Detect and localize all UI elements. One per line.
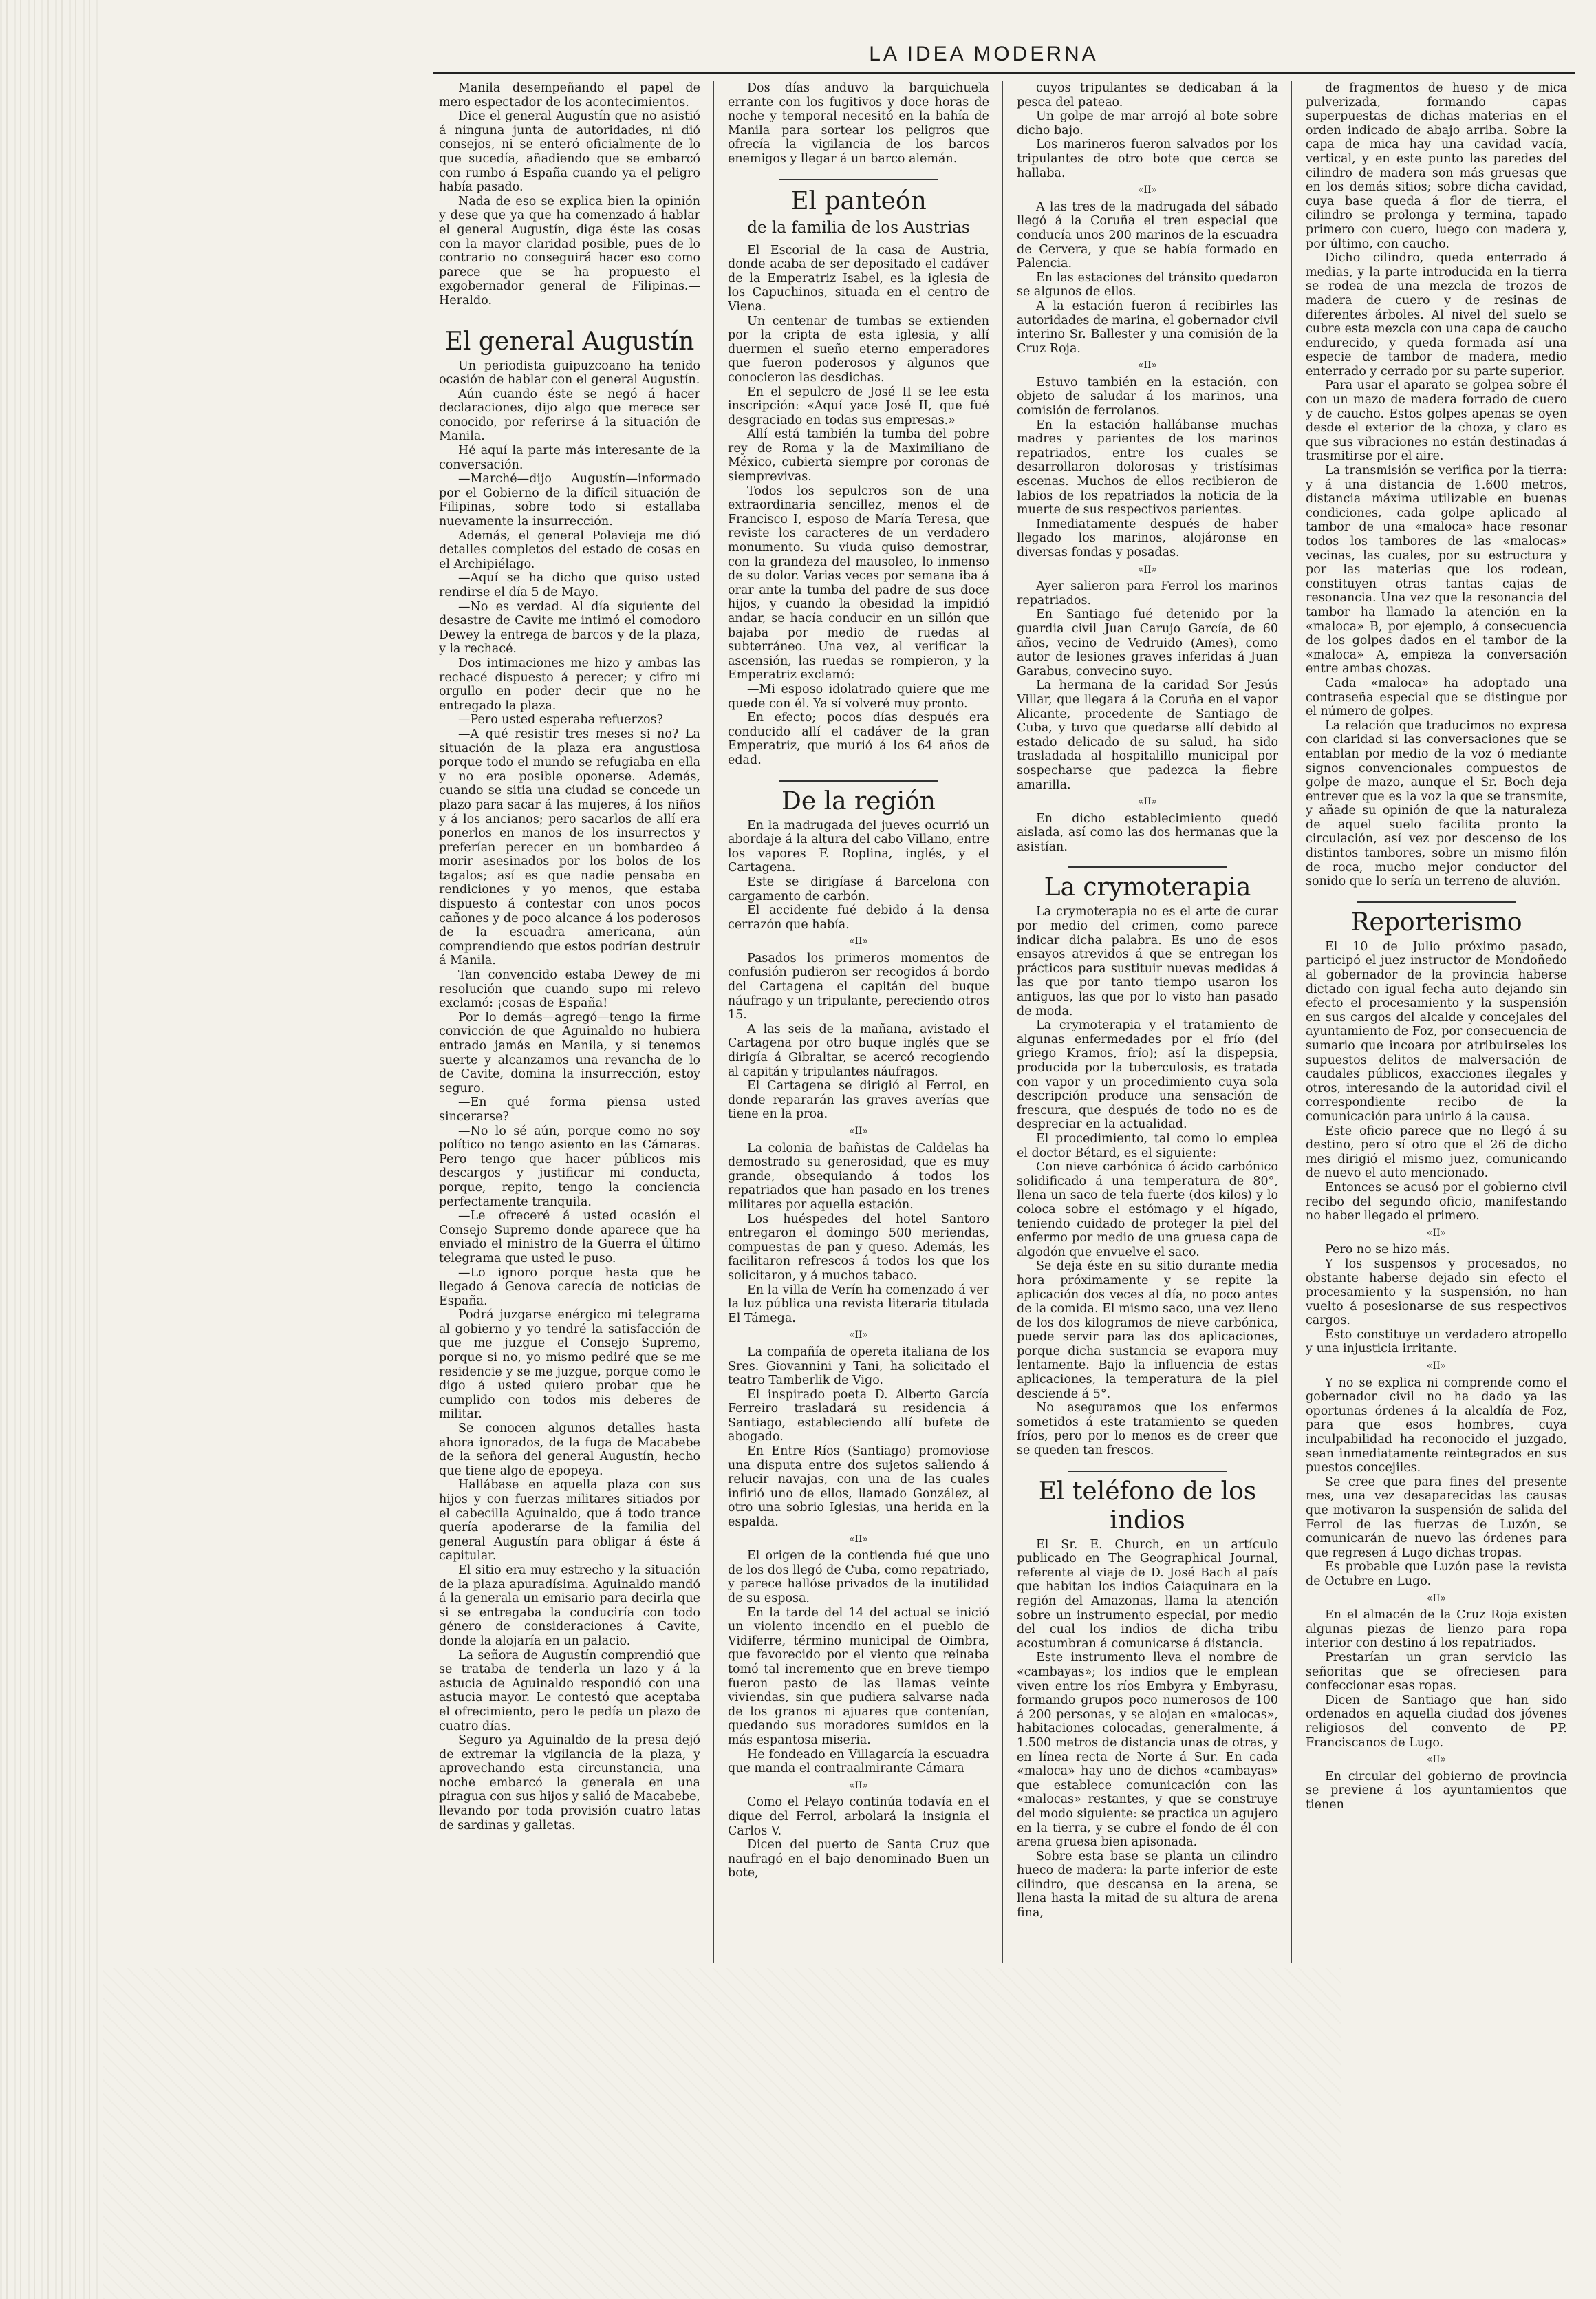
section-rule [1068, 866, 1227, 868]
article-subheading-panteon: de la familia de los Austrias [747, 218, 970, 237]
paragraph: —Pero usted esperaba refuerzos? [458, 713, 663, 727]
paragraph: de fragmentos de hueso y de mica pulverizada, formando capas superpuestas de dichas materias en el orden indicado de abajo arriba. Sobre la capa de mica hay una cavidad vacía, vertical, y en este punto las paredes del cilindro de madera son más gruesas que en los demás sitios; sobre dicha cavidad, cuya base queda á flor de tierra, el cilindro se prolonga y termina, tapado primero con cuero, luego con madera y, por último, con caucho. [1306, 81, 1567, 251]
paragraph: Nada de eso se explica bien la opinión y dese que ya que ha comenzado á hablar el general Augustín, diga éste las cosas con la mayor claridad posible, pues de lo contrario no conseguirá hacer eso como parece que se ha propuesto el exgobernador general de Filipinas.—Heraldo. [439, 194, 700, 308]
article-heading-telefono: El teléfono de los indios [1038, 1477, 1257, 1535]
left-margin-scan-noise [0, 0, 103, 2299]
paragraph: Todos los sepulcros son de una extraordinaria sencillez, menos el de Francisco I, esposo de María Teresa, que reviste los caracteres de un verdadero monumento. Su viuda quiso demostrar, con la grandeza del mausoleo, lo inmenso de su dolor. Varias veces por semana iba á orar ante la tumba del padre de sus doce hijos, y cuando la obesidad la impidió andar, se hacía conducir en un sillón que bajaba por medio de ruedas al subterráneo. Una vez, al verificar la ascensión, las ruedas se rompieron, y la Emperatriz exclamó: [728, 484, 989, 683]
section-rule [779, 780, 938, 782]
article-heading-augustin: El general Augustín [444, 327, 695, 356]
paragraph: cuyos tripulantes se dedicaban á la pesca del pateao. [1017, 81, 1278, 109]
paragraph: No aseguramos que los enfermos sometidos á este tratamiento se queden fríos, pero por lo menos es de creer que se queden tan frescos. [1017, 1401, 1278, 1458]
paragraph: En la villa de Verín ha comenzado á ver la luz pública una revista literaria titulada El Támega. [728, 1283, 989, 1325]
paragraph: Estuvo también en la estación, con objeto de saludar á los marinos, una comisión de ferrolanos. [1017, 375, 1278, 418]
paragraph: Sobre esta base se planta un cilindro hueco de madera: la parte inferior de este cilindro, que descansa en la arena, se llena hasta la mitad de su altura de arena fina, [1017, 1849, 1278, 1921]
paragraph: En Santiago fué detenido por la guardia civil Juan Carujo García, de 60 años, vecino de Vedruido (Ames), como autor de lesiones graves inferidas á Juan Garabus, convecino suyo. [1017, 608, 1278, 678]
paragraph: —Mi esposo idolatrado quiere que me quede con él. Ya sí volveré muy pronto. [728, 682, 989, 711]
paragraph: Como el Pelayo continúa todavía en el dique del Ferrol, arbolará la insignia el Carlos V. [728, 1795, 989, 1838]
paragraph: —No es verdad. Al día siguiente del desastre de Cavite me intimó el comodoro Dewey la entrega de barcos y de la plaza, y la rechacé. [439, 599, 700, 656]
paragraph: —Marché—dijo Augustín—informado por el Gobierno de la difícil situación de Filipinas, sobre todo si estallaba nuevamente la insurrección. [439, 472, 700, 529]
paragraph: Se cree que para fines del presente mes, una vez desaparecidas las causas que motivaron la suspensión de salida del Ferrol de las fuerzas de Luzón, se comunicarán de nuevo las órdenes para que regresen á Lugo dichas tropas. [1306, 1475, 1567, 1560]
paragraph: La crymoterapia y el tratamiento de algunas enfermedades por el frío (del griego Kramos, frío); así la dispepsia, producida por la tuberculosis, es tratada con vapor y un procedimiento cuya sola descripción produce una sensación de frescura, que después de todo no es de despreciar en la actualidad. [1017, 1018, 1278, 1132]
paragraph: El Sr. E. Church, en un artículo publicado en The Geographical Journal, referente al viaje de D. José Bach al país que habitan los indios Caiaquinara en la región del Amazonas, llama la atención sobre un instrumento especial, por medio del cual los indios de dicha tribu acostumbran á comunicarse á distancia. [1017, 1537, 1278, 1651]
paragraph: En la tarde del 14 del actual se inició un violento incendio en el pueblo de Vidiferre, término municipal de Oimbra, que favorecido por el viento que reinaba tomó tal incremento que en breve tiempo fueron pasto de las llamas veinte viviendas, sin que pudiera salvarse nada de los granos ni ajuares que contenían, quedando sus moradores sumidos en la más espantosa miseria. [728, 1605, 989, 1747]
paragraph: Un periodista guipuzcoano ha tenido ocasión de hablar con el general Augustín. [439, 359, 700, 387]
paragraph: La crymoterapia no es el arte de curar por medio del crimen, como parece indicar dicha palabra. Es uno de esos ensayos atrevidos á que se entregan los prácticos para sustituir nuevas medidas á las que por tanto tiempo usaron los antiguos, las que por lo visto han pasado de moda. [1017, 905, 1278, 1018]
paragraph: Para usar el aparato se golpea sobre él con un mazo de madera forrado de cuero y de caucho. Estos golpes apenas se oyen desde el exterior de la choza, y claro es que sus vibraciones no están destinadas á trasmitirse por el aire. [1306, 378, 1567, 464]
paragraph: —No lo sé aún, porque como no soy político no tengo asiento en las Cámaras. Pero tengo que hacer públicos mis descargos y justificar mi conducta, porque, repito, tengo la conciencia perfectamente tranquila. [439, 1124, 700, 1209]
section-ornament: «II» [1137, 184, 1158, 196]
section-ornament: «II» [1426, 1360, 1447, 1372]
paragraph: Seguro ya Aguinaldo de la presa dejó de extremar la vigilancia de la plaza, y aprovechando esta circunstancia, una noche embarcó la generala en una piragua con sus hijos y salió de Macabebe, llevando por toda provisión cuatro latas de sardinas y galletas. [439, 1733, 700, 1832]
paragraph: —Aquí se ha dicho que quiso usted rendirse el día 5 de Mayo. [439, 571, 700, 599]
paragraph: Pero no se hizo más. [1325, 1243, 1450, 1257]
paragraph: Inmediatamente después de haber llegado los marinos, alojáronse en diversas fondas y posadas. [1017, 517, 1278, 559]
paragraph: El Cartagena se dirigió al Ferrol, en donde repararán las graves averías que tiene en la proa. [728, 1079, 989, 1122]
paragraph: La transmisión se verifica por la tierra: y á una distancia de 1.600 metros, distancia máxima utilizable en buenas condiciones, cada golpe aplicado al tambor de una «maloca» hace resonar todos los tambores de las «malocas» vecinas, las cuales, por su estructura y por las materias que los rodean, constituyen otras tantas cajas de resonancia. Una vez que la resonancia del tambor ha llamado la atención en la «maloca» B, por ejemplo, á consecuencia de los golpes dados en el tambor de la «maloca» A, empieza la conversación entre ambas chozas. [1306, 464, 1567, 676]
paragraph: En las estaciones del tránsito quedaron se algunos de ellos. [1017, 270, 1278, 299]
article-region-body [728, 819, 989, 1881]
column-3 [1017, 81, 1278, 1963]
paragraph: La compañía de opereta italiana de los Sres. Giovannini y Tani, ha solicitado el teatro Tamberlik de Vigo. [728, 1345, 989, 1388]
paragraph: Y no se explica ni comprende como el gobernador civil no ha dado ya las oportunas órdenes á la alcaldía de Foz, para que esos hombres, cuya inculpabilidad ha reconocido el juzgado, sean inmediatamente reintegrados en sus puestos concejiles. [1306, 1376, 1567, 1475]
article-heading-panteon: El panteón [790, 186, 927, 215]
paragraph: Además, el general Polavieja me dió detalles completos del estado de cosas en el Archipiélago. [439, 528, 700, 571]
paragraph: Dos días anduvo la barquichuela errante con los fugitivos y doce horas de noche y temporal necesitó en la bahía de Manila para sortear los peligros que ofrecía la vigilancia de los barcos enemigos y llegar á un barco alemán. [728, 81, 989, 166]
article-crymoterapia-body [1017, 905, 1278, 1457]
paragraph: A las tres de la madrugada del sábado llegó á la Coruña el tren especial que conducía unos 200 marinos de la escuadra de Cervera, y que se había formado en Palencia. [1017, 200, 1278, 271]
column-divider [1002, 81, 1003, 1963]
section-ornament: «II» [848, 1126, 869, 1137]
paragraph: —A qué resistir tres meses si no? La situación de la plaza era angustiosa porque todo el mundo se refugiaba en ella y no era posible oponerse. Además, cuando se sitia una ciudad se concede un plazo para sacar á las mujeres, á los niños y á los ancianos; pero sacarlos de allí era ponerlos en manos de los insurrectos y preferían perecer en un bombardeo á morir asesinados por los bolos de los tagalos; así es que nadie pensaba en rendiciones y yo menos, que estaba dispuesto á contestar con unos pocos cañones y de poco alcance á los poderosos de la escuadra americana, aún comprendiendo que estos podrían destruir á Manila. [439, 727, 700, 968]
paragraph: Dicen de Santiago que han sido ordenados en aquella ciudad dos jóvenes religiosos del convento de PP. Franciscanos de Lugo. [1306, 1693, 1567, 1750]
column-1 [439, 81, 700, 1963]
section-ornament: «II» [1137, 796, 1158, 808]
masthead: LA IDEA MODERNA [869, 43, 1099, 65]
paragraph: La colonia de bañistas de Caldelas ha demostrado su generosidad, que es muy grande, obsequiando á todos los repatriados que han pasado en los trenes militares por aquella estación. [728, 1141, 989, 1212]
paragraph: El Escorial de la casa de Austria, donde acaba de ser depositado el cadáver de la Emperatriz Isabel, es la iglesia de los Capuchinos, situada en el centro de Viena. [728, 243, 989, 314]
paragraph: A las seis de la mañana, avistado el Cartagena por otro buque inglés que se dirigía á Gibraltar, se acercó recogiendo al capitán y tripulantes náufragos. [728, 1022, 989, 1079]
section-rule [1357, 901, 1516, 903]
paragraph: El origen de la contienda fué que uno de los dos llegó de Cuba, como repatriado, y parece hallóse privados de la inutilidad de su esposa. [728, 1549, 989, 1605]
paragraph: Cada «maloca» ha adoptado una contraseña especial que se distingue por el número de golpes. [1306, 676, 1567, 719]
paragraph: La señora de Augustín comprendió que se trataba de tenderla un lazo y á la astucia de Aguinaldo respondió con una astucia mayor. Le contestó que aceptaba el ofrecimiento, pero le pedía un plazo de cuatro días. [439, 1648, 700, 1733]
paragraph: El inspirado poeta D. Alberto García Ferreiro trasladará su residencia á Santiago, estableciendo allí bufete de abogado. [728, 1387, 989, 1444]
section-ornament: «II» [848, 1533, 869, 1545]
article-reporterismo-body [1306, 940, 1567, 1813]
paragraph: Dicen del puerto de Santa Cruz que naufragó en el bajo denominado Buen un bote, [728, 1838, 989, 1881]
section-ornament: «II» [848, 1329, 869, 1341]
paragraph: Con nieve carbónica ó ácido carbónico solidificado á una temperatura de 80°, llena un saco de tela fuerte (dos kilos) y lo coloca sobre el estómago y el hígado, teniendo cuidado de proteger la piel del enfermo por medio de una gruesa capa de algodón que envuelve el saco. [1017, 1160, 1278, 1259]
paragraph: Entonces se acusó por el gobierno civil recibo del segundo oficio, manifestando no haber llegado el primero. [1306, 1180, 1567, 1223]
paragraph: El accidente fué debido á la densa cerrazón que había. [728, 903, 989, 932]
paragraph: En Entre Ríos (Santiago) promoviose una disputa entre dos sujetos saliendo á relucir navajas, con una de las cuales infirió uno de ellos, llamado González, al otro una sobrio Iglesias, una herida en la espalda. [728, 1444, 989, 1530]
paragraph: El procedimiento, tal como lo emplea el doctor Bétard, es el siguiente: [1017, 1131, 1278, 1160]
paragraph: Hallábase en aquella plaza con sus hijos y con fuerzas militares sitiados por el cabecilla Aguinaldo, que á todo trance quería apoderarse de la familia del general Augustín para obligar á éste á capitular. [439, 1478, 700, 1563]
paragraph: Dicho cilindro, queda enterrado á medias, y la parte introducida en la tierra se rodea de una mezcla de trozos de madera de cuero y de resinas de diferentes árboles. Al nivel del suelo se cubre esta mezcla con una capa de caucho endurecido, y queda formada así una especie de tambor de madera, medio enterrado y cerrado por su parte superior. [1306, 251, 1567, 378]
section-rule [1068, 1471, 1227, 1472]
column-1-intro [439, 81, 700, 308]
column-2-intro [728, 81, 989, 167]
paragraph: El 10 de Julio próximo pasado, participó el juez instructor de Mondoñedo al gobernador de la provincia haberse dictado con igual fecha auto dejando sin efecto el procesamiento y la suspensión en sus cargos del alcalde y concejales del ayuntamiento de Foz, por consecuencia de sumario que incoara por atribuirseles los supuestos delitos de malversación de caudales públicos, exacciones ilegales y otros, interesando de la autoridad civil el correspondiente recibo de la comunicación para unirlo á la causa. [1306, 939, 1567, 1124]
article-augustin-body [439, 359, 700, 1833]
paragraph: Este se dirigíase á Barcelona con cargamento de carbón. [728, 875, 989, 903]
column-3-intro [1017, 81, 1278, 854]
paragraph: Allí está también la tumba del pobre rey de Roma y la de Maximiliano de México, cubierta siempre por coronas de siemprevivas. [728, 427, 989, 484]
section-rule [779, 179, 938, 180]
paragraph: Por lo demás—agregó—tengo la firme convicción de que Aguinaldo no hubiera entrado jamás en Manila, y si tenemos suerte y alcanzamos una revancha de lo de Cavite, domina la insurrección, estoy seguro. [439, 1010, 700, 1095]
paragraph: Tan convencido estaba Dewey de mi resolución que cuando supo mi relevo exclamó: ¡cosas de España! [439, 968, 700, 1011]
paragraph: Esto constituye un verdadero atropello y una injusticia irritante. [1306, 1327, 1567, 1356]
paragraph: —Lo ignoro porque hasta que he llegado á Genova carecía de noticias de España. [439, 1265, 700, 1308]
section-ornament: «II» [1426, 1754, 1447, 1766]
paragraph: Podrá juzgarse enérgico mi telegrama al gobierno y yo tendré la satisfacción de que me juzgue el Consejo Supremo, porque si no, yo mismo pediré que se me residencie y se me juzgue, porque como le digo á usted quiero probar que he cumplido con todos mis deberes de militar. [439, 1308, 700, 1422]
paragraph: Prestarían un gran servicio las señoritas que se ofreciesen para confeccionar esas ropas. [1306, 1650, 1567, 1693]
paragraph: Se conocen algunos detalles hasta ahora ignorados, de la fuga de Macabebe de la señora del general Augustín, hecho que tiene algo de epopeya. [439, 1422, 700, 1478]
paragraph: En el almacén de la Cruz Roja existen algunas piezas de lienzo para ropa interior con destino á los repatriados. [1306, 1608, 1567, 1651]
paragraph: Este oficio parece que no llegó á su destino, pero sí otro que el 26 de dicho mes dirigió el mismo juez, comunicando de nuevo el auto mencionado. [1306, 1124, 1567, 1181]
paragraph: —En qué forma piensa usted sincerarse? [439, 1095, 700, 1124]
paragraph: El sitio era muy estrecho y la situación de la plaza apuradísima. Aguinaldo mandó á la generala un emisario para decirla que si se entregaba la conduciría con todo género de consideraciones á Cavite, donde la alojaría en un palacio. [439, 1563, 700, 1648]
paragraph: Los marineros fueron salvados por los tripulantes de otro bote que cerca se hallaba. [1017, 138, 1278, 180]
section-ornament: «II» [1137, 360, 1158, 372]
column-4-intro [1306, 81, 1567, 889]
paragraph: La relación que traducimos no expresa con claridad si las conversaciones que se entablan por medio de la voz ó mediante signos convencionales compuestos de golpe de mazo, aunque el Sr. Boch deja entrever que es la voz la que se transmite, y añade su opinión de que la naturaleza de aquel suelo facilita pronto la circulación, así vez por descenso de los distintos tambores, sobre un mismo filón de roca, mucho mejor conductor del sonido que lo sería un terreno de aluvión. [1306, 718, 1567, 889]
bottom-scan-noise [103, 1968, 1341, 2299]
section-ornament: «II» [1426, 1227, 1447, 1239]
paragraph: Ayer salieron para Ferrol los marinos repatriados. [1017, 579, 1278, 608]
article-panteon-body [728, 244, 989, 768]
paragraph: En el sepulcro de José II se lee esta inscripción: «Aquí yace José II, que fué desgraciado en todas sus empresas.» [728, 385, 989, 427]
section-ornament: «II» [848, 936, 869, 948]
paragraph: Manila desempeñando el papel de mero espectador de los acontecimientos. [439, 81, 700, 109]
paragraph: Aún cuando éste se negó á hacer declaraciones, dijo algo que merece ser conocido, por referirse á la situación de Manila. [439, 387, 700, 444]
paragraph: Se deja éste en su sitio durante media hora próximamente y se repite la aplicación dos veces al día, no poco antes de la comida. El mismo saco, una vez lleno de los dos kilogramos de nieve carbónica, puede servir para las dos aplicaciones, porque dicha sustancia se evapora muy lentamente. Bajo la influencia de estas aplicaciones, la temperatura de la piel desciende á 5°. [1017, 1259, 1278, 1401]
paragraph: En efecto; pocos días después era conducido allí el cadáver de la gran Emperatriz, que murió á los 64 años de edad. [728, 711, 989, 767]
paragraph: Un centenar de tumbas se extienden por la cripta de esta iglesia, y allí duermen el sueño eterno emperadores que fueron poderosos y algunos que conocieron las desdichas. [728, 314, 989, 385]
paragraph: La hermana de la caridad Sor Jesús Villar, que llegara á la Coruña en el vapor Alicante, procedente de Santiago de Cuba, y tuvo que quedarse allí debido al estado delicado de su salud, ha sido trasladada al hospitalillo municipal por sospecharse que padezca la fiebre amarilla. [1017, 678, 1278, 792]
column-divider [713, 81, 714, 1963]
paragraph: En dicho establecimiento quedó aislada, así como las dos hermanas que la asistían. [1017, 811, 1278, 854]
paragraph: He fondeado en Villagarcía la escuadra que manda el contraalmirante Cámara [728, 1747, 989, 1776]
section-ornament: «II» [1426, 1592, 1447, 1604]
column-divider [1291, 81, 1292, 1963]
paragraph: Dice el general Augustín que no asistió á ninguna junta de autoridades, ni dió consejos, ni se enteró oficialmente de lo que sucedía, añadiendo que se embarcó con rumbo á España cuando ya el peligro había pasado. [439, 109, 700, 195]
paragraph: Pasados los primeros momentos de confusión pudieron ser recogidos á bordo del Cartagena el capitán del buque náufrago y un tripulante, pereciendo otros 15. [728, 951, 989, 1023]
paragraph: En la madrugada del jueves ocurrió un abordaje á la altura del cabo Villano, entre los vapores F. Roplina, inglés, y el Cartagena. [728, 818, 989, 875]
paragraph: En la estación hallábanse muchas madres y parientes de los marinos repatriados, entre los cuales se desarrollaron dolorosas y tristísimas escenas. Muchos de ellos recibieron de labios de los repatriados la noticia de la muerte de sus respectivos parientes. [1017, 418, 1278, 517]
section-ornament: «II» [1137, 564, 1158, 575]
paragraph: En circular del gobierno de provincia se previene á los ayuntamientos que tienen [1306, 1769, 1567, 1812]
masthead-rule [433, 72, 1575, 74]
paragraph: Y los suspensos y procesados, no obstante haberse dejado sin efecto el procesamiento y la suspensión, no han vuelto á posesionarse de sus respectivos cargos. [1306, 1257, 1567, 1328]
article-heading-crymoterapia: La crymoterapia [1044, 873, 1251, 902]
paragraph: Este instrumento lleva el nombre de «cambayas»; los indios que le emplean viven entre los ríos Embyra y Embyrasu, formando grupos poco numerosos de 100 á 200 personas, y se alojan en «malocas», habitaciones colocadas, generalmente, á 1.500 metros de distancia unas de otras, y en línea recta de Norte á Sur. En cada «maloca» hay uno de dichos «cambayas» que establece comunicación con las «malocas» restantes, y que se construye del modo siguiente: se practica un agujero en la tierra, y se cubre el fondo de él con arena gruesa bien apisonada. [1017, 1651, 1278, 1850]
paragraph: —Le ofreceré á usted ocasión el Consejo Supremo donde aparece que ha enviado el ministro de la Guerra el último telegrama que usted le puso. [439, 1209, 700, 1265]
paragraph: A la estación fueron á recibirles las autoridades de marina, el gobernador civil interino Sr. Ballester y una comisión de la Cruz Roja. [1017, 299, 1278, 356]
article-heading-region: De la región [781, 787, 936, 815]
article-telefono-body [1017, 1538, 1278, 1921]
paragraph: Los huéspedes del hotel Santoro entregaron el domingo 500 meriendas, compuestas de pan y queso. Además, les facilitaron refrescos á todos los que los solicitaron, y á muchos tabaco. [728, 1212, 989, 1283]
section-ornament: «II» [848, 1779, 869, 1791]
paragraph: Es probable que Luzón pase la revista de Octubre en Lugo. [1306, 1560, 1567, 1588]
paragraph: Hé aquí la parte más interesante de la conversación. [439, 444, 700, 472]
paragraph: Un golpe de mar arrojó al bote sobre dicho bajo. [1017, 109, 1278, 138]
column-4 [1306, 81, 1567, 1963]
paragraph: Dos intimaciones me hizo y ambas las rechacé dispuesto á perecer; y cifro mi orgullo en poder decir que no he entregado la plaza. [439, 656, 700, 713]
column-2 [728, 81, 989, 1963]
newspaper-page [433, 81, 1575, 1963]
article-heading-reporterismo: Reporterismo [1350, 908, 1522, 937]
